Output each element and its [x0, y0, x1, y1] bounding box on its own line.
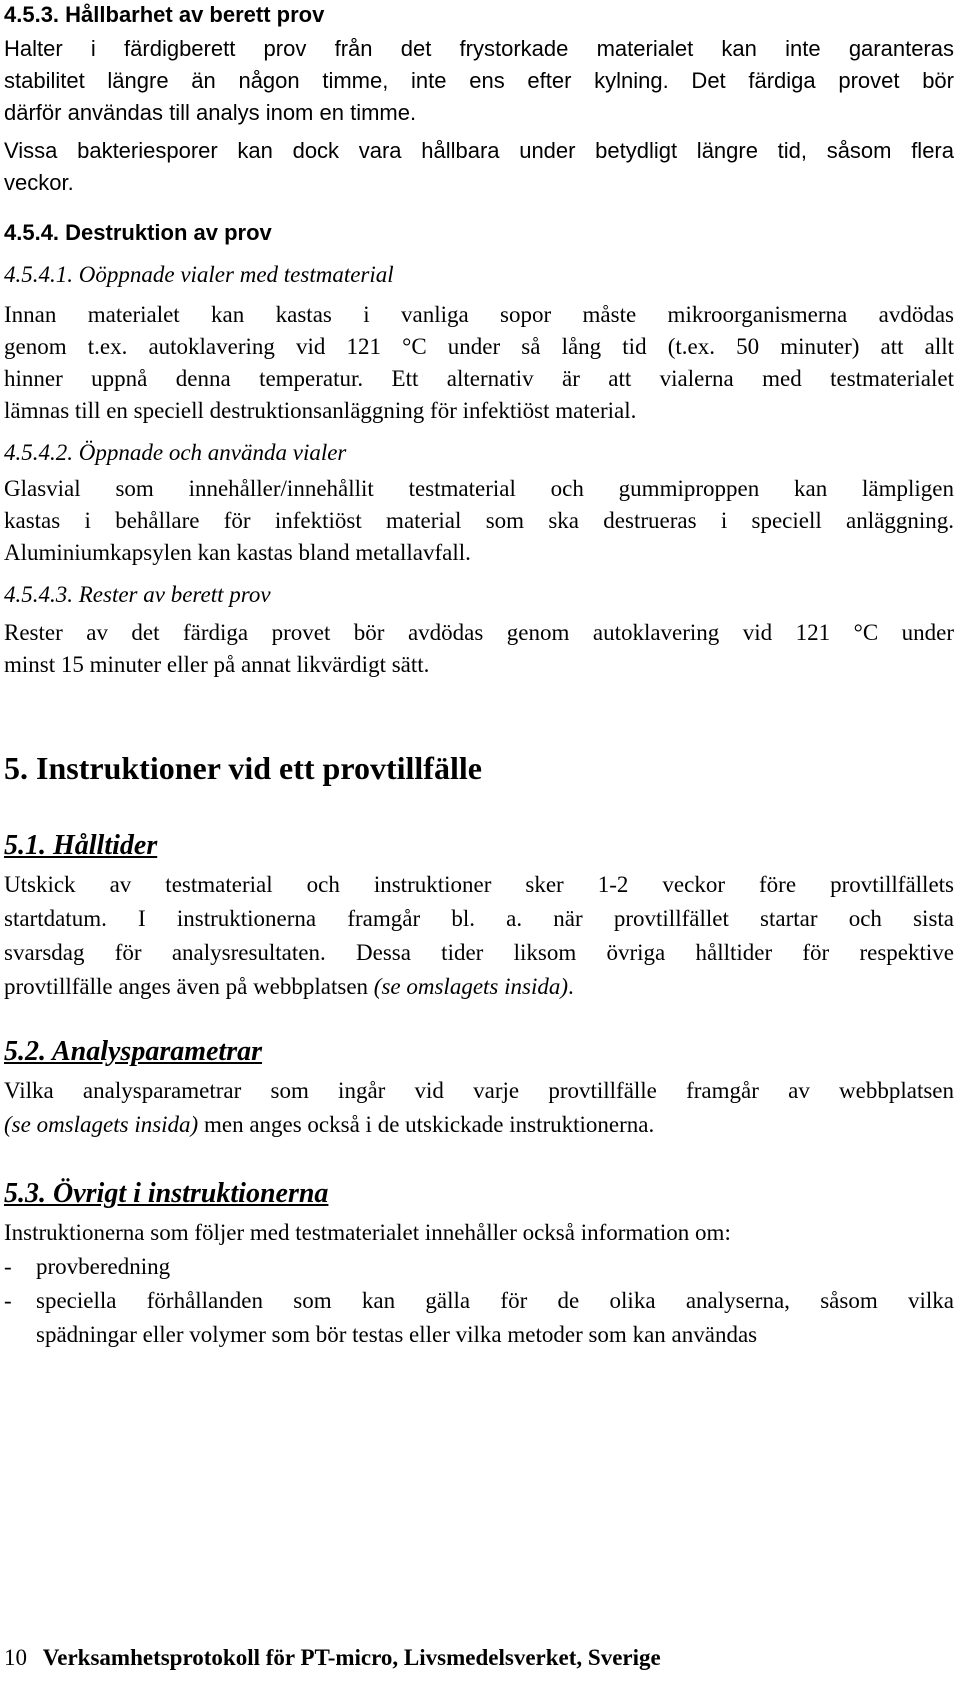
paragraph-line: minst 15 minuter eller på annat likvärdigt sätt.: [4, 652, 430, 677]
paragraph-line: Vissa bakteriesporer kan dock vara hållbara under betydligt längre tid, såsom flera: [4, 138, 954, 163]
list-bullet: -: [4, 1254, 12, 1279]
section-heading-5-3: [4, 1178, 328, 1210]
paragraph-line: Aluminiumkapsylen kan kastas bland metallavfall.: [4, 540, 471, 565]
paragraph-line: Vilka analysparametrar som ingår vid varje provtillfälle framgår av webbplatsen: [4, 1078, 954, 1103]
paragraph-line: kastas i behållare för infektiöst material som ska destrueras i speciell anläggning.: [4, 508, 954, 533]
subsection-heading-4-5-4-3: 4.5.4.3. Rester av berett prov: [4, 582, 271, 607]
paragraph-line: hinner uppnå denna temperatur. Ett alternativ är att vialerna med testmaterialet: [4, 366, 954, 391]
paragraph-line: Glasvial som innehåller/innehållit testmaterial och gummiproppen kan lämpligen: [4, 476, 954, 501]
paragraph-text: provtillfälle anges även på webbplatsen: [4, 974, 374, 999]
paragraph-line: veckor.: [4, 170, 74, 195]
section-heading-5-2-text: 5.2. Analysparametrar: [4, 1036, 262, 1067]
paragraph-line: [4, 1112, 654, 1138]
chapter-heading-5: 5. Instruktioner vid ett provtillfälle: [4, 750, 482, 786]
paragraph-text: .: [568, 974, 574, 999]
paragraph-line: Innan materialet kan kastas i vanliga sopor måste mikroorganismerna avdödas: [4, 302, 954, 327]
section-heading-5-1-text: 5.1. Hålltider: [4, 830, 158, 861]
paragraph-line: genom t.ex. autoklavering vid 121 °C under så lång tid (t.ex. 50 minuter) att allt: [4, 334, 954, 359]
section-heading-4-5-4: 4.5.4. Destruktion av prov: [4, 220, 272, 245]
subsection-heading-4-5-4-1: 4.5.4.1. Oöppnade vialer med testmaterial: [4, 262, 394, 287]
page-number: 10: [4, 1645, 27, 1670]
list-item: [4, 1288, 954, 1318]
paragraph-line: [4, 974, 574, 1000]
list-bullet: -: [4, 1288, 12, 1313]
paragraph-line: Rester av det färdiga provet bör avdödas genom autoklavering vid 121 °C under: [4, 620, 954, 645]
footer-title: Verksamhetsprotokoll för PT-micro, Livsmedelsverket, Sverige: [42, 1645, 661, 1670]
paragraph-line: därför användas till analys inom en timme.: [4, 100, 417, 125]
paragraph-line: Halter i färdigberett prov från det frystorkade materialet kan inte garanteras: [4, 36, 954, 61]
list-item-continuation: spädningar eller volymer som bör testas eller vilka metoder som kan användas: [36, 1322, 758, 1347]
list-item-text: speciella förhållanden som kan gälla för de olika analyserna, såsom vilka: [36, 1288, 954, 1313]
paragraph-line: startdatum. I instruktionerna framgår bl. a. när provtillfället startar och sista: [4, 906, 954, 931]
paragraph-line: Utskick av testmaterial och instruktioner sker 1-2 veckor före provtillfällets: [4, 872, 954, 897]
section-heading-5-1: [4, 830, 157, 862]
section-heading-5-2: [4, 1036, 262, 1068]
paragraph-line: svarsdag för analysresultaten. Dessa tider liksom övriga hålltider för respektive: [4, 940, 954, 965]
list-item-text: provberedning: [36, 1254, 171, 1279]
paragraph-text: men anges också i de utskickade instruktionerna.: [198, 1112, 655, 1137]
cross-reference: (se omslagets insida): [4, 1112, 199, 1137]
section-heading-5-3-text: 5.3. Övrigt i instruktionerna: [4, 1178, 329, 1209]
paragraph-line: stabilitet längre än någon timme, inte ens efter kylning. Det färdiga provet bör: [4, 68, 954, 93]
section-heading-4-5-3: 4.5.3. Hållbarhet av berett prov: [4, 2, 325, 27]
subsection-heading-4-5-4-2: 4.5.4.2. Öppnade och använda vialer: [4, 440, 347, 465]
page-footer: [4, 1645, 661, 1671]
cross-reference: (se omslagets insida): [373, 974, 569, 999]
paragraph-line: Instruktionerna som följer med testmaterialet innehåller också information om:: [4, 1220, 731, 1245]
paragraph-line: lämnas till en speciell destruktionsanläggning för infektiöst material.: [4, 398, 637, 423]
